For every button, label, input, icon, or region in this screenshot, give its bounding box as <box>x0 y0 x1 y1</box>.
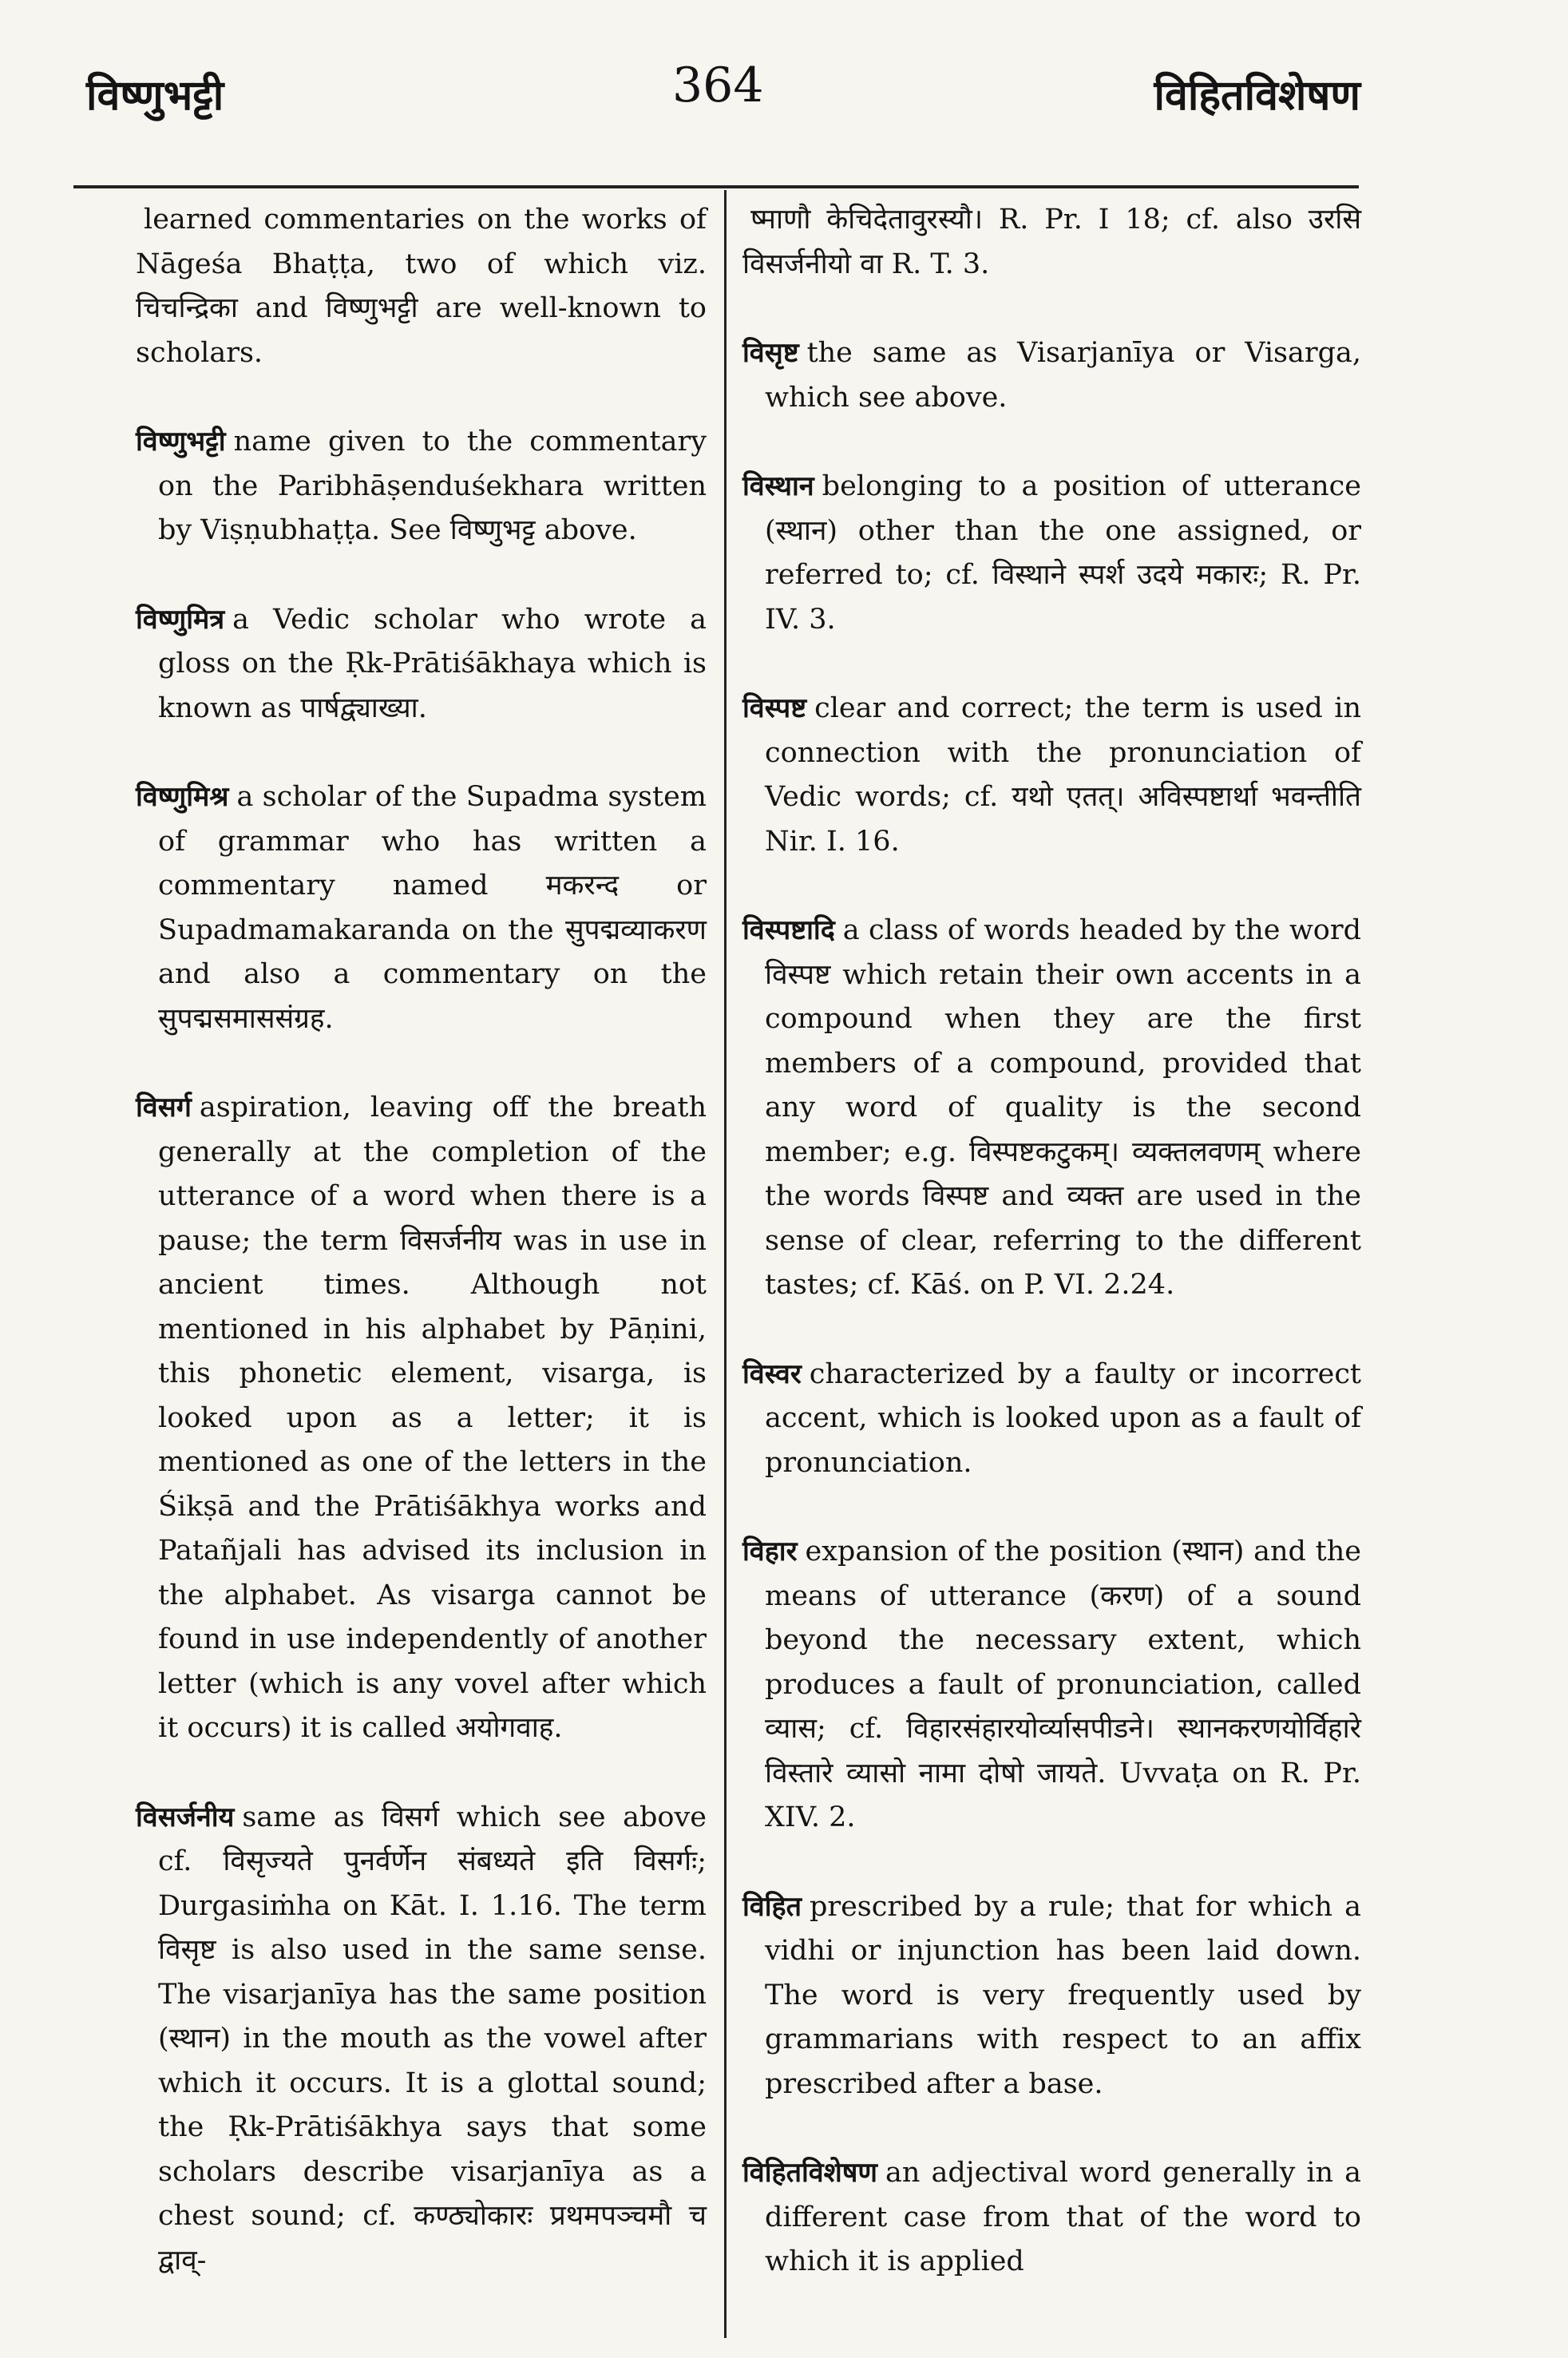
dictionary-entry <box>742 465 1361 642</box>
dictionary-entry <box>742 909 1361 1308</box>
dictionary-entry <box>742 1530 1361 1841</box>
dictionary-entry <box>742 2151 1361 2285</box>
dictionary-entry <box>742 198 1361 287</box>
definition: prescribed by a rule; that for which a vidhi or injunction has been laid down. The word is very frequently used by grammarians with respect to an affix prescribed after a base. <box>765 1890 1361 2100</box>
dictionary-entry <box>136 1086 707 1751</box>
definition: a class of words headed by the word विस्पष्ट which retain their own accents in a compound when they are the first members of a compound, provided that any word of quality is the second member; e.g. विस्पष्टकटुकम्। व्यक्तलवणम् where the words विस्पष्ट and व्यक्त are used in the sense of clear, referring to the different tastes; cf. Kāś. on P. VI. 2.24. <box>765 914 1361 1301</box>
headword: विस्थान <box>742 470 814 502</box>
column-divider <box>724 190 727 2338</box>
definition: name given to the commentary on the Paribhāṣenduśekhara written by Viṣṇubhaṭṭa. See विष्णुभट्ट above. <box>158 426 707 546</box>
dictionary-entry <box>742 687 1361 864</box>
dictionary-entry <box>136 1796 707 2284</box>
definition: a scholar of the Supadma system of grammar who has written a commentary named मकरन्द or Supadmamakaranda on the सुपद्मव्याकरण and also a commentary on the सुपद्मसमाससंग्रह. <box>158 781 707 1035</box>
headword: विहार <box>742 1536 798 1567</box>
definition: learned commentaries on the works of Nāgeśa Bhaṭṭa, two of which viz. चिचन्द्रिका and विष्णुभट्टी are well-known to scholars. <box>136 204 707 369</box>
dictionary-entry <box>742 1353 1361 1486</box>
definition: aspiration, leaving off the breath generally at the completion of the utterance of a word when there is a pause; the term विसर्जनीय was in use in ancient times. Although not mentioned in his alphabet by Pāṇini, this phonetic element, visarga, is looked upon as a letter; it is mentioned as one of the letters in the Śikṣā and the Prātiśākhya works and Patañjali has advised its inclusion in the alphabet. As visarga cannot be found in use independently of another letter (which is any vovel after which it occurs) it is called अयोगवाह. <box>158 1092 707 1744</box>
definition: ष्माणौ केचिदेतावुरस्यौ। R. Pr. I 18; cf. also उरसि विसर्जनीयो वा R. T. 3. <box>742 204 1361 280</box>
definition: expansion of the position (स्थान) and the means of utterance (करण) of a sound beyond the necessary extent, which produces a fault of pronunciation, called व्यास; cf. विहारसंहारयोर्व्यासपीडने। स्थानकरणयोर्विहारे विस्तारे व्यासो नामा दोषो जायते. Uvvaṭa on R. Pr. XIV. 2. <box>765 1536 1361 1833</box>
headword: विसर्ग <box>136 1092 192 1124</box>
dictionary-entry <box>742 1885 1361 2107</box>
headword: विष्णुमिश्र <box>136 781 229 813</box>
definition: clear and correct; the term is used in connection with the pronunciation of Vedic words; cf. यथो एतत्। अविस्पष्टार्था भवन्तीति Nir. I. 16. <box>765 692 1361 858</box>
definition: same as विसर्ग which see above cf. विसृज्यते पुनर्वर्णेन संबध्यते इति विसर्गः; Durgasiṁha on Kāt. I. 1.16. The term विसृष्ट is also used in the same sense. The visarjanīya has the same position (स्थान) in the mouth as the vowel after which it occurs. It is a glottal sound; the Ṛk-Prātiśākhya says that some scholars describe visarjanīya as a chest sound; cf. कण्ठ्योकारः प्रथमपञ्चमौ च द्वाव्- <box>158 1801 707 2277</box>
left-column <box>136 198 707 2328</box>
page-number: 364 <box>672 57 764 113</box>
dictionary-entry <box>742 331 1361 420</box>
headword: विष्णुभट्टी <box>136 426 226 458</box>
headword: विहितविशेषण <box>742 2157 878 2189</box>
right-column <box>742 198 1361 2329</box>
definition: the same as Visarjanīya or Visarga, which see above. <box>765 337 1361 414</box>
dictionary-entry <box>136 198 707 375</box>
definition: characterized by a faulty or incorrect accent, which is looked upon as a fault of pronunciation. <box>765 1357 1361 1479</box>
running-head-left: विष्णुभट्टी <box>86 71 224 120</box>
headword: विस्वर <box>742 1357 802 1390</box>
headword: विस्पष्टादि <box>742 914 835 946</box>
dictionary-entry <box>136 598 707 731</box>
definition: an adjectival word generally in a different case from that of the word to which it is applied <box>765 2157 1361 2277</box>
headword: विष्णुमित्र <box>136 603 225 636</box>
dictionary-entry <box>136 775 707 1041</box>
headword: विसर्जनीय <box>136 1801 235 1833</box>
headword: विस्पष्ट <box>742 692 807 724</box>
header-rule <box>73 185 1359 188</box>
running-head-right: विहितविशेषण <box>1154 71 1360 120</box>
headword: विहित <box>742 1890 802 1923</box>
headword: विसृष्ट <box>742 337 799 369</box>
definition: belonging to a position of utterance (स्थान) other than the one assigned, or referred to; cf. विस्थाने स्पर्श उदये मकारः; R. Pr. IV. 3. <box>765 470 1361 636</box>
definition: a Vedic scholar who wrote a gloss on the Ṛk-Prātiśākhaya which is known as पार्षद्व्याख्या. <box>158 603 707 724</box>
dictionary-entry <box>136 420 707 553</box>
